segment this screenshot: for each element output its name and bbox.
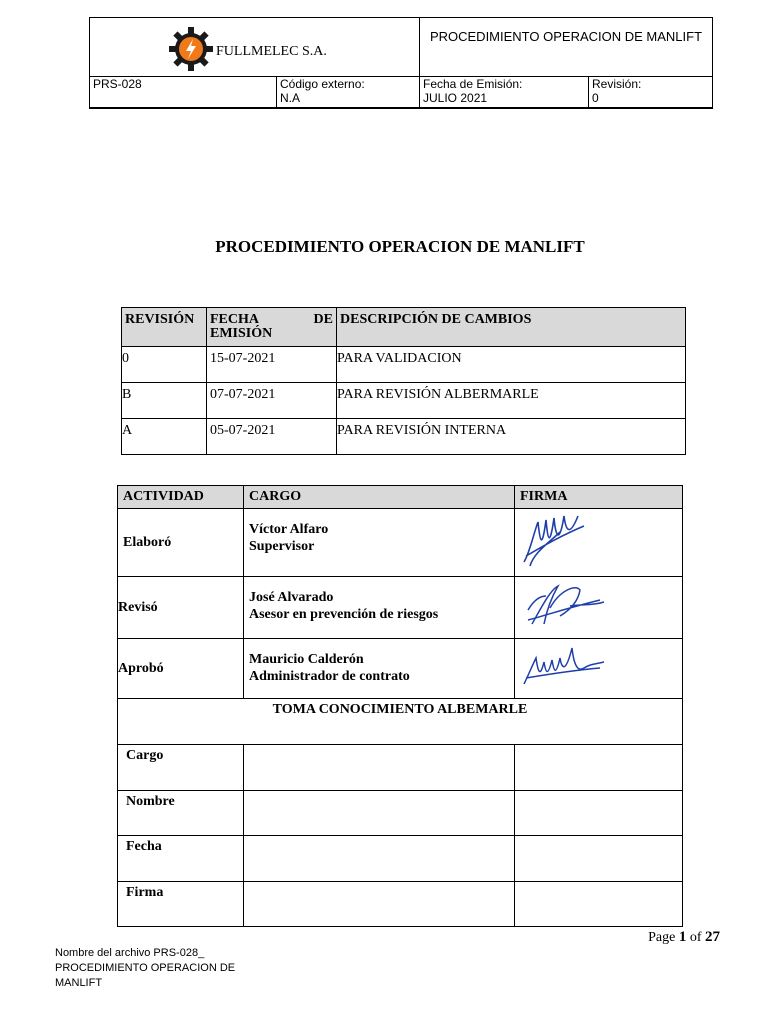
acknowledgement-title: TOMA CONOCIMIENTO ALBEMARLE bbox=[118, 699, 683, 745]
signature-image bbox=[520, 580, 610, 630]
table-row: Fecha bbox=[118, 836, 683, 882]
gear-bolt-icon bbox=[168, 26, 214, 72]
table-row: Revisó José Alvarado Asesor en prevención de riesgos bbox=[118, 577, 683, 639]
col-actividad: ACTIVIDAD bbox=[118, 486, 244, 509]
table-row: Cargo bbox=[118, 745, 683, 791]
header-title: PROCEDIMIENTO OPERACION DE MANLIFT bbox=[420, 18, 713, 77]
company-logo bbox=[168, 26, 327, 72]
col-fecha: FECHA DE EMISIÓN bbox=[207, 308, 337, 347]
table-row: 0 15-07-2021 PARA VALIDACION bbox=[122, 347, 686, 383]
col-revision: REVISIÓN bbox=[122, 308, 207, 347]
table-row: Firma bbox=[118, 882, 683, 927]
table-row: Aprobó Mauricio Calderón Administrador de contrato bbox=[118, 639, 683, 699]
company-name: FULLMELEC S.A. bbox=[216, 44, 327, 59]
external-code: Código externo: N.A bbox=[277, 77, 420, 109]
approval-table bbox=[117, 485, 683, 927]
table-row: Nombre bbox=[118, 791, 683, 836]
document-header bbox=[89, 17, 713, 109]
col-cargo: CARGO bbox=[244, 486, 515, 509]
table-row: A 05-07-2021 PARA REVISIÓN INTERNA bbox=[122, 419, 686, 455]
table-row: B 07-07-2021 PARA REVISIÓN ALBERMARLE bbox=[122, 383, 686, 419]
signature-image bbox=[520, 512, 590, 568]
signature-image bbox=[520, 642, 610, 690]
logo-cell bbox=[90, 18, 420, 77]
signature-cell bbox=[515, 509, 683, 577]
col-descripcion: DESCRIPCIÓN DE CAMBIOS bbox=[337, 308, 686, 347]
issue-date: Fecha de Emisión: JULIO 2021 bbox=[420, 77, 589, 109]
file-name-footer: Nombre del archivo PRS-028_ PROCEDIMIENTO OPERACION DE MANLIFT bbox=[55, 947, 236, 989]
col-firma: FIRMA bbox=[515, 486, 683, 509]
acknowledgement-row bbox=[118, 699, 683, 745]
doc-code: PRS-028 bbox=[90, 77, 277, 109]
table-row: Elaboró Víctor Alfaro Supervisor bbox=[118, 509, 683, 577]
revision-number: Revisión: 0 bbox=[589, 77, 713, 109]
signature-cell bbox=[515, 639, 683, 699]
document-title: PROCEDIMIENTO OPERACION DE MANLIFT bbox=[215, 237, 585, 256]
revision-table bbox=[121, 307, 686, 455]
signature-cell bbox=[515, 577, 683, 639]
page-number: Page 1 of 27 bbox=[648, 929, 720, 945]
